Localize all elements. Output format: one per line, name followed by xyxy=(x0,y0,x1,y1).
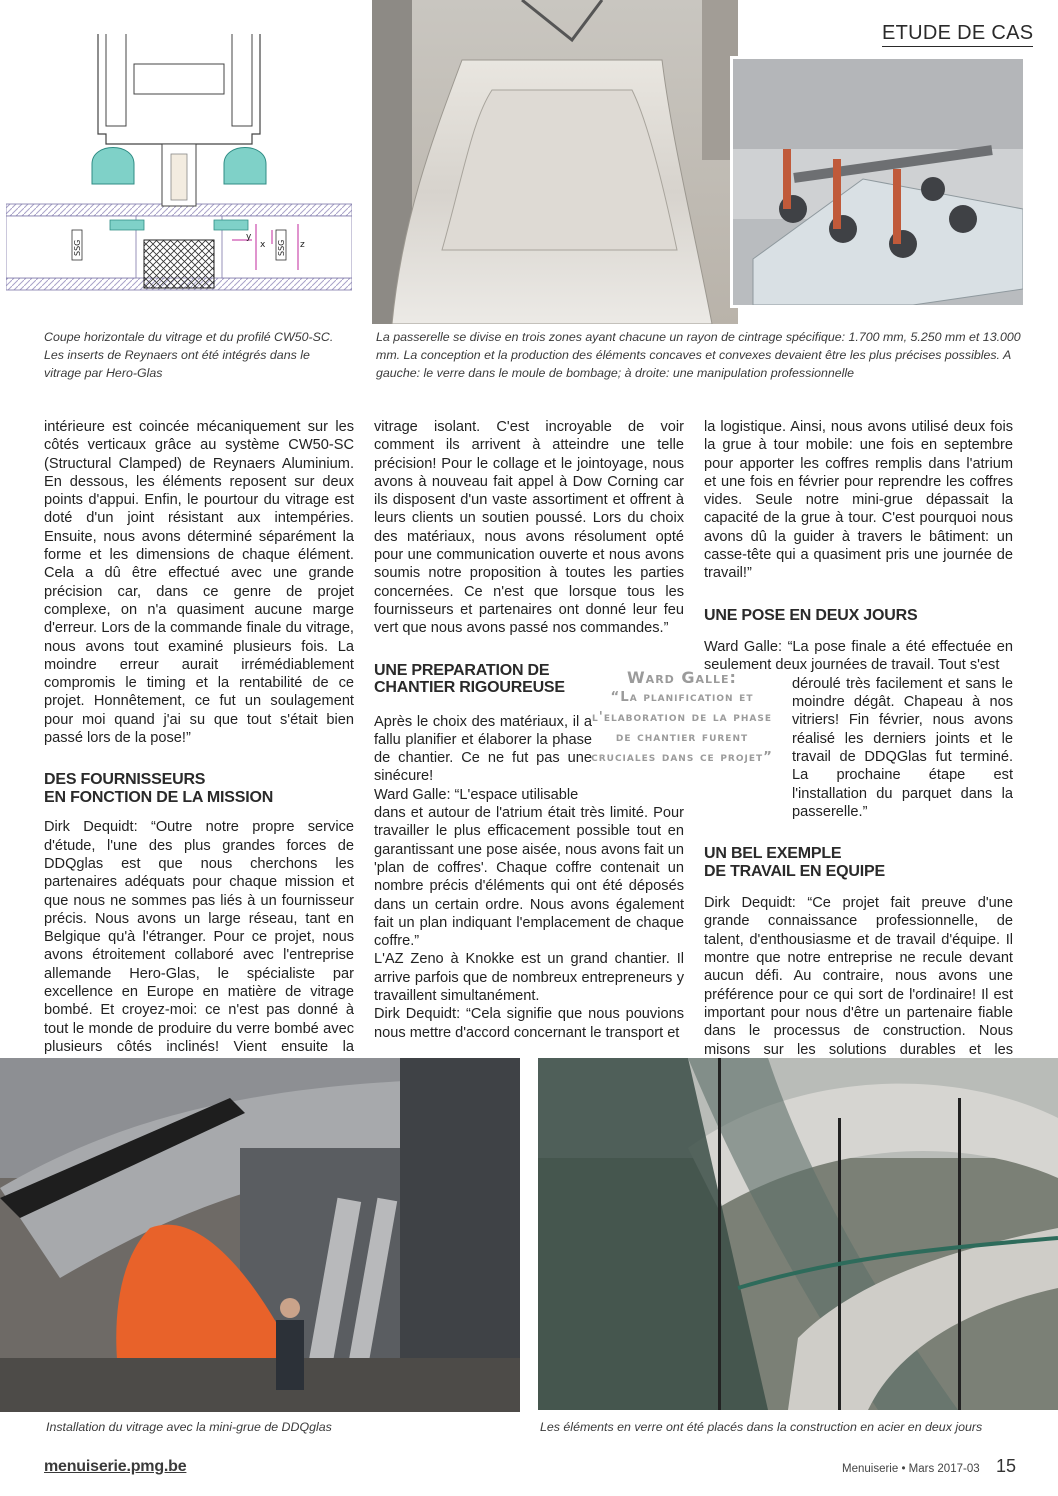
heading-line: DES FOURNISSEURS xyxy=(44,771,206,789)
photo-crane-installation xyxy=(0,1058,520,1412)
photo-glass-walkway xyxy=(538,1058,1058,1410)
dimension-x-label: x xyxy=(260,240,266,250)
pull-quote-text: “La planification et l'elaboration de la phase de chantier furent cruciales dans ce projet” xyxy=(591,690,773,765)
section-tag: ETUDE DE CAS xyxy=(882,22,1033,47)
caption-bending-photos: La passerelle se divise en trois zones ayant chacune un rayon de cintrage spécifique: 1.700 mm, 5.250 mm et 13.000 mm. La conception et la production des éléments concaves et convexes devaient être les plus précises possibles. A gauche: le verre dans le moule de bombage; à droite: une manipulation professionnelle xyxy=(376,330,1021,380)
paragraph: Ward Galle: “L'espace utilisable xyxy=(374,786,579,803)
gasket-label-right: SSG xyxy=(277,239,286,256)
article-column-1 xyxy=(44,418,354,1075)
paragraph: Dirk Dequidt: “Cela signifie que nous pouvions nous mettre d'accord concernant le transport et xyxy=(374,1006,684,1041)
heading-line: UNE PREPARATION DE xyxy=(374,661,550,679)
paragraph: la logistique. Ainsi, nous avons utilisé deux fois la grue à tour mobile: une fois en septembre pour apporter les coffres remplis dans l'atrium et une fois en février pour reprendre les coffres vides. Seule notre mini-grue dépassait la capacité de la grue à tour. C'est pourquoi nous avons dû la guider à travers le bâtiment: un casse-tête qui a quasiment pris une journée de travail!” xyxy=(704,419,1013,582)
paragraph-text: Dirk Dequidt: “Ce projet fait preuve d'une grande connaissance professionnelle, de talent, d'enthousiasme et de travail d'équipe. Il montre que notre entreprise ne recule devant aucun défi. Au contraire, nous avons une préférence pour ce qui sort de l'ordinaire! Il est important pour nous d'être un partenaire fiable dans le processus de construction. Nous misons sur les solutions durables et les xyxy=(704,895,1013,1058)
heading-exemple xyxy=(704,845,1013,880)
paragraph: Ward Galle: “La pose finale a été effectuée en seulement deux journées de travail. Tout s'est xyxy=(704,639,1013,674)
heading-line: CHANTIER RIGOUREUSE xyxy=(374,679,565,697)
dimension-y-label: y xyxy=(246,232,252,242)
gasket-label-left: SSG xyxy=(73,239,82,256)
paragraph: intérieure est coincée mécaniquement sur les côtés verticaux grâce au système CW50-SC (Structural Clamped) de Reynaers Aluminium. En dessous, les éléments reposent sur deux points d'appui. Enfin, le pourtour du vitrage est doté d'un joint résistant aux intempéries. Ensuite, nous avons déterminé séparément la forme et les dimensions de chaque élément. Cela a dû être effectué avec une grande précision car, dans ce genre de projet complexe, on n'a quasiment aucune marge d'erreur. Lors de la commande finale du vitrage, nous avons tout examiné plusieurs fois. La moindre erreur aurait irrémédiablement compromis le timing et la rentabilité de ce projet. Honnêtement, ce fut un soulagement pour moi quand j'ai su que tout s'était bien passé lors de la pose!” xyxy=(44,419,354,747)
heading-line: UN BEL EXEMPLE xyxy=(704,845,842,863)
paragraph xyxy=(704,894,1013,1077)
page-number: 15 xyxy=(996,1456,1017,1476)
caption-walkway: Les éléments en verre ont été placés dans la construction en acier en deux jours xyxy=(540,1420,983,1434)
caption-crane: Installation du vitrage avec la mini-grue de DDQglas xyxy=(46,1420,332,1434)
heading-pose: UNE POSE EN DEUX JOURS xyxy=(704,606,918,624)
pull-quote-author: Ward Galle: xyxy=(627,668,737,687)
website-link[interactable]: menuiserie.pmg.be xyxy=(44,1458,187,1475)
heading-fournisseurs xyxy=(44,771,354,806)
photo-vacuum-lifter xyxy=(730,56,1026,308)
issue-label: Menuiserie • Mars 2017-03 xyxy=(842,1463,980,1475)
article-column-3 xyxy=(704,418,1013,1077)
paragraph: dans et autour de l'atrium était très limité. Pour travailler le plus efficacement possible tout en garantissant une pose aisée, nous avons fait un 'plan de coffres'. Chaque coffre contenait un nombre précis d'éléments qui ont été déposés dans un certain ordre. Nous avons également fait un plan indiquant l'emplacement de chaque coffre.” xyxy=(374,805,684,950)
heading-line: DE TRAVAIL EN EQUIPE xyxy=(704,862,885,880)
caption-technical-drawing: Coupe horizontale du vitrage et du profilé CW50-SC. Les inserts de Reynaers ont été intégrés dans le vitrage par Hero-Glas xyxy=(44,330,334,380)
paragraph: déroulé très facilement et sans le moindre dégât. Chapeau à nos vitriers! Fin février, nous avons réalisé les derniers joints et le travail de DDQGlas fut terminé. La prochaine étape est l'installation du parquet dans la passerelle.” xyxy=(792,675,1013,820)
dimension-z-label: z xyxy=(300,240,305,250)
paragraph: Après le choix des matériaux, il a fallu planifier et élaborer la phase de chantier. Ce ne fut pas une sinécure! xyxy=(374,713,592,785)
heading-line: EN FONCTION DE LA MISSION xyxy=(44,788,274,806)
paragraph: Dirk Dequidt: “Outre notre propre service d'étude, l'une des plus grandes forces de DDQglas est que nous cherchons les partenaires adéquats pour chaque mission et que nous ne sommes pas liés à un fournisseur précis. Nous avons un large réseau, tant en Belgique qu'à l'étranger. Pour ce projet, nous avons étroitement collaboré avec l'entreprise allemande Hero-Glas, le spécialiste par excellence en Europe en matière de vitrage bombé. Et croyez-moi: ce n'est pas donné à tout le monde de produire du verre bombé avec plusieurs côtés inclinés! Vient ensuite la xyxy=(44,819,354,1055)
paragraph: L'AZ Zeno à Knokke est un grand chantier. Il arrive parfois que de nombreux entrepreneurs y travaillent simultanément. xyxy=(374,951,684,1005)
paragraph: vitrage isolant. C'est incroyable de voir comment ils arrivent à atteindre une telle précision! Pour le collage et le jointoyage, nous avons à nouveau fait appel à Dow Corning car ils disposent d'un vaste assortiment et offrent à leurs clients un soutien poussé. Lors du choix des matériaux, nous avons résolument opté pour une communication ouverte et nous avons soumis notre proposition à toutes les parties concernées. Ce n'est que lorsque tous les fournisseurs et partenaires ont donné leur feu vert que nous avons passé nos commandes.” xyxy=(374,419,684,637)
photo-bending-mould xyxy=(372,0,738,324)
technical-drawing xyxy=(6,34,352,306)
